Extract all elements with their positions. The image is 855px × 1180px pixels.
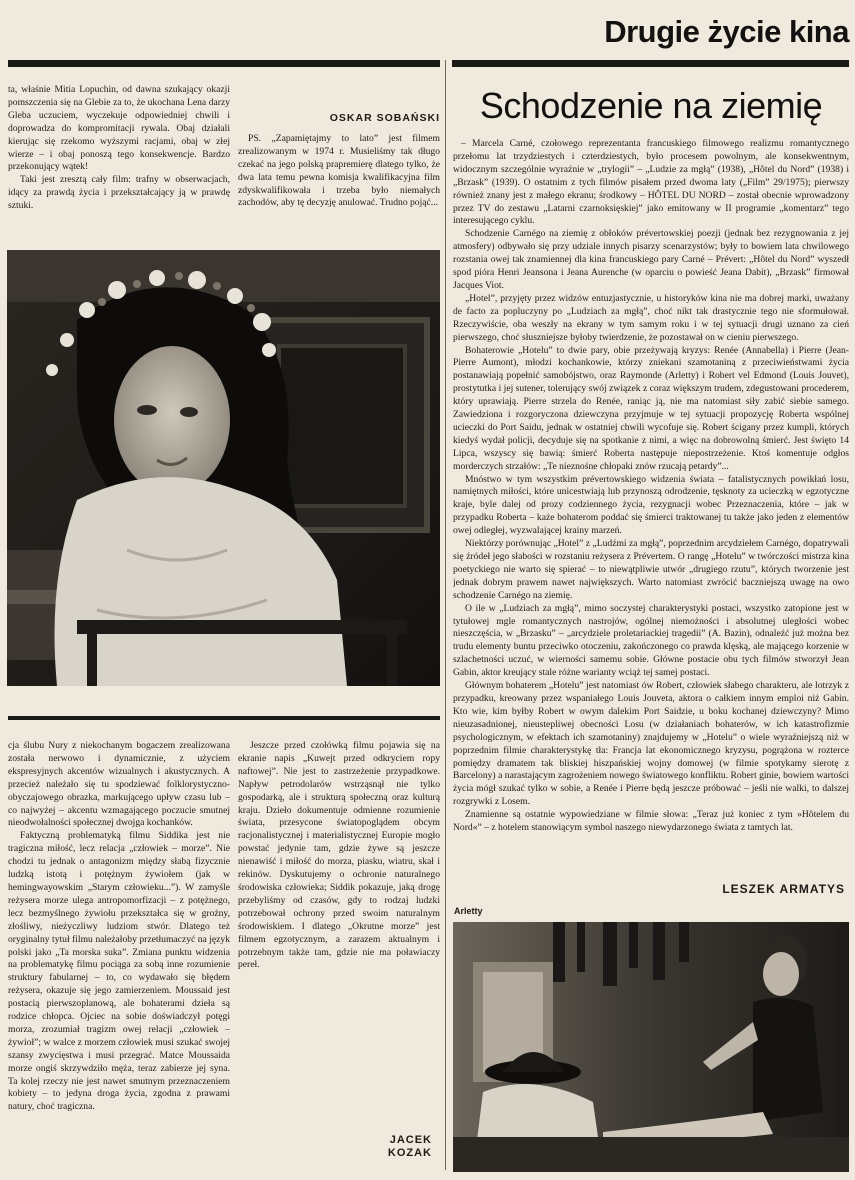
article-author: LESZEK ARMATYS (722, 882, 845, 896)
review2-author-last: KOZAK (387, 1147, 432, 1159)
review2-paragraph: cja ślubu Nury z niekochanym bogaczem zrealizowana została nerwowo i dynamicznie, z użyciem ekspresyjnych akcentów wizualnych i akustycznych. A przecież należało się tu spodziewać folklorystyczno-obyczajowego obrazka, markującego upływ czasu lub – co najwyżej – akcentu wzmagającego poczucie smutnej nieodwołalności społecznej dwojga kochanków. (8, 740, 230, 829)
article-paragraph: Głównym bohaterem „Hotelu” jest natomiast ów Robert, człowiek słabego charakteru, ale lotrzyk z przypadku, kreowany przez wspaniałego Louis Jouveta, aktora o całkiem innym emploi niż Gabin. Kto wie, kim byłby Robert w owym dalekim Port Saidzie, u boku kochanej dziewczyny? Mimo nieuzasadnionej, nieustepliwej obecności Losu (w działaniach bohaterów, w ich katastrofizmie psychologicznym, w efektach ich szamotaniny) znajdujemy w „Hotelu” o wiele wyraźniejszą niż w poprzednim filmie charakterystykę tła: Francja lat ekonomicznego kryzysu, pogrążona w rozterce pomiędzy dramatem tak bliskiej hiszpańskiej wojny domowej (w filmie spotykamy sierotę z Barcelony) a narastającym zagrożeniem nowego światowego konfliktu. Robert ginie, bowiem wartości życia mógł szukać tylko w sobie, a Renée i Pierre będą jeszcze próbować – jeśli nie walki, to dalszej rozgrywki z Losem. (453, 680, 849, 808)
divider-vertical (445, 60, 446, 1170)
article-paragraph: Bohaterowie „Hotelu” to dwie pary, obie przeżywają kryzys: Renée (Annabella) i Pierre (Jean-Pierre Aumont), młodzi kochankowie, którzy zniekani szamotaniną z przeciwieństwami życia postanawiają popełnić samobójstwo, oraz Raymonde (Arletty) i Robert vel Edmond (Louis Jouvet), prostytutka i jej sutener, tolerujący swój związek z coraz większym trudem, zdegustowani procederem, który uprawiają. Pierre strzela do Renée, raniąc ją, nie ma natomiast siły zabić siebie samego. Zawiedziona i rozgoryczona dziewczyna przyjmuje w tej sytuacji propozycję Roberta wspólnej ucieczki do Port Saidu, jednak w ostatniej chwili wycofuje się. Robert ścigany przez kumpli, których kiedyś wydał policji, decyduje się na spotkanie z nimi, a więc na dobrowolną śmierć. Jest święto 14 Lipca, wszyscy się bawią: śmierć Roberta następuje niepostrzeżenie. Ktoś komentuje odgłos morderczych strzałów: „Te nieznośne chłopaki znów rzucają petardy”... (453, 344, 849, 472)
article-paragraph: Schodzenie Carnégo na ziemię z obłoków prévertowskiej poezji (jednak bez rezygnowania z jej atmosfery) odbywało się przy udziale innych pisarzy scenarzystów; były to bowiem lata chwilowego rozstania owej tak znamiennej dla kina francuskiego pary Carné – Prévert: „Hôtel du Nord” wyszedł spod pióra Henri Jeansona i Jeana Aurenche (w oparciu o powieść Jeana Dabit), „Brzask” firmował Jacques Viot. (453, 228, 849, 291)
article-paragraph: Mnóstwo w tym wszystkim prévertowskiego widzenia świata – fatalistycznych powikłań losu, namiętnych miłości, które unicestwiają lub przynoszą odrodzenie, tęsknoty za ucieczką w egzotyczne kraje, byle dalej od prozy codziennego życia, rezygnacji wobec Przeznaczenia, które – jak w przypadku Roberta – każe bohaterom poddać się śmierci traktowanej tu także jako jeden z elementów owej odległej, wyzwalającej krainy marzeń. (453, 473, 849, 537)
divider-middle-left (8, 716, 440, 720)
review1-continuation (238, 84, 440, 110)
review2-column-2 (238, 740, 440, 1130)
film-still-arletty (453, 922, 849, 1172)
review1-postscript: PS. „Zapamiętajmy to lato” jest filmem zrealizowanym w 1974 r. Musieliśmy tak długo czekać na jego polską prapremierę dlatego tylko, że dwa lata temu pewna komisja kwalifikacyjna film zdyskwalifikowała i trzeba było niemałych zachodów, aby tę decyzję anulować. Trudno pojąć... (238, 132, 440, 209)
review2-paragraph: Faktyczną problematyką filmu Siddika jest nie tragiczna miłość, lecz relacja „człowiek – morze”. Nie chodzi tu jednak o antagonizm między słabą fizycznie ludzką istotą i potężnym żywiołem (jak w hemingwayowskim „Starym człowieku...”). W zamyśle reżysera morze ulega antropomorfizacji – z potężnego, lecz bezmyślnego żywiołu przekształca się w groźny, złośliwy, nieżyczliwy ludziom stwór. Dlatego też oryginalny tytuł filmu należałoby przetłumaczyć na język polski jako „Ta morska suka”. Zmiana punktu widzenia na problematykę filmu pociąga za sobą inne rozumienie struktury fabularnej – to, co wydawało się błędem reżysera, okazuje się jego zamierzeniem. Moussaid jest postacią pierwszoplanową, ale bohaterami dzieła są rodzice chłopca. Ojciec na sobie doświadczył potęgi morza, zrozumiał tragizm owej relacji „człowiek – żywioł”; w walce z morzem człowiek musi szukać swojej szansy zwycięstwa i musi przegrać. Matce Moussaida morze ongiś skrzywdziło męża, teraz zabierze jej syna. Ta kolej rzeczy nie jest nawet smutnym przeznaczeniem kobiety – to jedyna droga życia, zgodna z prawami natury, choć tragiczna. (8, 830, 230, 1113)
review1-paragraph: Taki jest zresztą cały film: trafny w obserwacjach, idący za prawdą życia i przekształcający ją w prawdę sztuki. (8, 174, 230, 212)
article-paragraph: Niektórzy porównując „Hotel” z „Ludźmi za mgłą”, poprzednim arcydziełem Carnégo, dopatrywali się źródeł jego słabości w rozstaniu reżysera z Prévertem. O rangę „Hotelu” w twórczości mistrza kina poetyckiego nie warto się spierać – to niewątpliwie utwór „drugiego rzutu”, których tworzenie jest jednak dobrym prawem nawet największych. Warto natomiast zwrócić baczniejszą uwagę na owo schodzenie Carnégo na ziemię. (453, 538, 849, 601)
article-paragraph: Znamienne są ostatnie wypowiedziane w filmie słowa: „Teraz już koniec z tym »Hôtelem du Nord«” – z hotelem stanowiącym symbol naszego niewydarzonego świata z tamtych lat. (453, 809, 849, 834)
review1-author: OSKAR SOBAŃSKI (329, 112, 440, 124)
film-still-girl-wreath-image (7, 250, 440, 686)
article-paragraph: „Hotel”, przyjęty przez widzów entuzjastycznie, u historyków kina nie ma dobrej marki, uważany de facto za popluczyny po „Ludziach za mgłą”, choć nikt tak drastycznie tego nie sformułował. Rzeczywiście, oba weszły na ekrany w tym samym roku i w tej sytuacji drugi uznano za cień pierwszego, choć słuszniejsze byłoby twierdzenie, że pozostawał on w cieniu pierwszego. (453, 292, 849, 343)
article-headline: Schodzenie na ziemię (479, 85, 823, 126)
review1-column-2 (238, 84, 440, 248)
article-body (453, 138, 849, 873)
divider-header-right (452, 60, 849, 67)
review1-paragraph: ta, właśnie Mitia Lopuchin, od dawna szukający okazji pomszczenia się na Glebie za to, że ukochana Lena darzy Gleba uczuciem, wyczekuje odpowiedniej chwili i doprowadza do kompromitacji rywala. Obaj działali kierując się rzekomo wyższymi racjami, obaj w złej wierze – i obaj ponoszą tego konsekwencje. Bardzo przekonujący wątek! (8, 84, 230, 173)
film-still-girl-wreath (7, 250, 440, 686)
film-still-arletty-image (453, 922, 849, 1172)
review2-column-1 (8, 740, 230, 1160)
review2-author-first: JACEK (389, 1134, 432, 1146)
review1-column-1 (8, 84, 230, 248)
divider-header-left (8, 60, 440, 67)
section-title: Drugie życie kina (604, 14, 849, 49)
review2-paragraph: Jeszcze przed czołówką filmu pojawia się na ekranie napis „Kuwejt przed odkryciem ropy naftowej”. Nie jest to zastrzeżenie przypadkowe. Napływ petrodolarów wstrząsnął nie tylko gospodarką, ale i strukturą społeczną oraz kulturą kraju. Dzieło dokumentuje odmienne rozumienie świata, przesycone światopoglądem obcym racjonalistycznej i materialistycznej Europie mogło powstać jedynie tam, gdzie żywe są jeszcze nienawiść i miłość do morza, piasku, wiatru, skał i rekinów. Dyskutujemy o ochronie naturalnego środowiska człowieka; Siddik pokazuje, jaką drogę przebyliśmy od czasów, gdy to rodzaj ludzki potrzebował ochrony przed swoim naturalnym środowiskiem. I dlatego „Okrutne morze” jest filmem egzotycznym, a zarazem aktualnym i potrzebnym także tam, gdzie nie ma poławiaczy pereł. (238, 740, 440, 971)
article-paragraph: – Marcela Carné, czołowego reprezentanta francuskiego filmowego realizmu romantycznego przełomu lat trzydziestych i czterdziestych, było procesem powolnym, ale konsekwentnym, widocznym szczególnie wyraźnie w „trylogii” – „Ludzie za mgłą” (1938), „Hôtel du Nord” (1938) i „Brzask” (1939). O ostatnim z tych filmów pisałem przed dwoma laty („Film” 29/1975); pierwszy również znany jest z małego ekranu; środkowy – HÔTEL DU NORD – został obecnie wprowadzony przez TV do zestawu „Latarni czarnoksięskiej” jako emitowany w II programie „komentarz” tego interesującego cyklu. (453, 138, 849, 227)
photo-caption-arletty: Arletty (454, 906, 483, 916)
article-paragraph: O ile w „Ludziach za mgłą”, mimo soczystej charakterystyki postaci, wszystko zatopione jest w tytułowej mgle romantycznych nastrojów, ogólnej niemożności i absolutnej uległości wobec nieszczęścia, w „Brzasku” – „arcydziele proletariackiej tragedii” (A. Bazin), odnaleźć już można bez trudu elementy buntu przeciwko otoczeniu, zakończonego co prawda klęską, ale mającego korzenie w szlachetności uczuć, w wierności samemu sobie. Główne postacie obu tych filmów stworzył Jean Gabin, aktor kreujący stale różne warianty wciąż tej samej postaci. (453, 602, 849, 679)
